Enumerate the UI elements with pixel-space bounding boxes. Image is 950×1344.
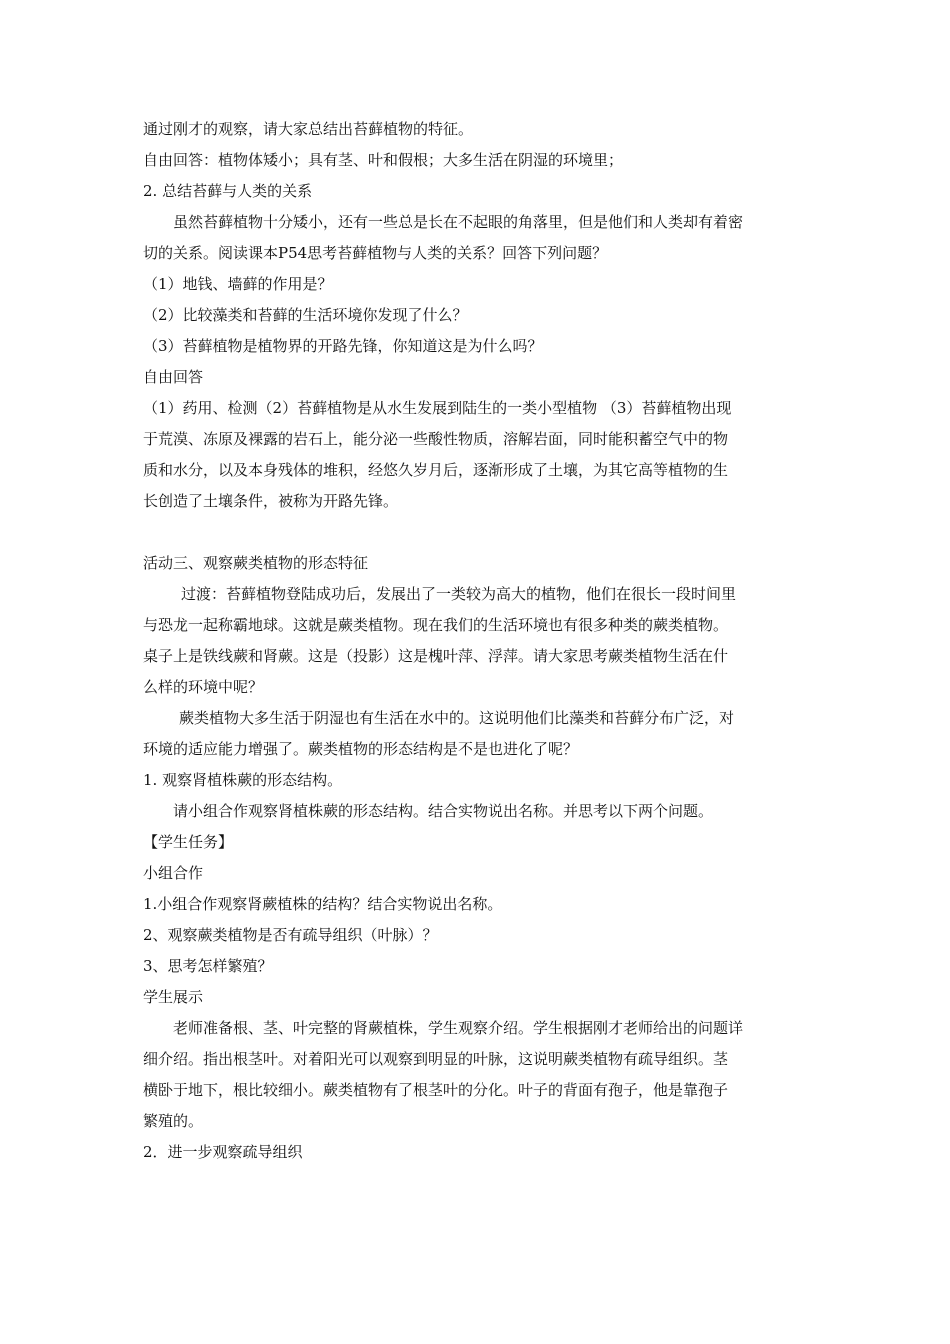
question-item: （2）比较藻类和苔藓的生活环境你发现了什么？ — [143, 306, 468, 324]
paragraph-line: 老师准备根、茎、叶完整的肾蕨植株，学生观察介绍。学生根据刚才老师给出的问题详 — [173, 1019, 744, 1037]
paragraph-line: 蕨类植物大多生活于阴湿也有生活在水中的。这说明他们比藻类和苔藓分布广泛，对 — [179, 709, 735, 727]
paragraph-line: 过渡：苔藓植物登陆成功后，发展出了一类较为高大的植物，他们在很长一段时间里 — [181, 585, 737, 603]
paragraph-line: 质和水分，以及本身残体的堆积，经悠久岁月后，逐渐形成了土壤，为其它高等植物的生 — [143, 461, 729, 479]
activity-heading: 活动三、观察蕨类植物的形态特征 — [143, 554, 369, 572]
paragraph-line: 于荒漠、冻原及裸露的岩石上，能分泌一些酸性物质，溶解岩面，同时能积蓄空气中的物 — [143, 430, 729, 448]
paragraph-line: 与恐龙一起称霸地球。这就是蕨类植物。现在我们的生活环境也有很多种类的蕨类植物。 — [143, 616, 729, 634]
paragraph-line: 自由回答：植物体矮小；具有茎、叶和假根；大多生活在阴湿的环境里； — [143, 151, 624, 169]
paragraph-line: 小组合作 — [143, 864, 204, 882]
task-item: 3、思考怎样繁殖？ — [143, 957, 273, 975]
question-item: （1）地钱、墙藓的作用是？ — [143, 275, 333, 293]
paragraph-line: 桌子上是铁线蕨和肾蕨。这是（投影）这是槐叶萍、浮萍。请大家思考蕨类植物生活在什 — [143, 647, 729, 665]
paragraph-line: 虽然苔藓植物十分矮小，还有一些总是长在不起眼的角落里，但是他们和人类却有着密 — [173, 213, 744, 231]
question-item: （3）苔藓植物是植物界的开路先锋，你知道这是为什么吗？ — [143, 337, 543, 355]
task-item: 2、观察蕨类植物是否有疏导组织（叶脉）？ — [143, 926, 438, 944]
task-heading: 【学生任务】 — [143, 833, 234, 851]
section-heading: 2. 总结苔藓与人类的关系 — [143, 182, 313, 200]
document-body — [143, 114, 811, 1168]
paragraph-line: 细介绍。指出根茎叶。对着阳光可以观察到明显的叶脉，这说明蕨类植物有疏导组织。茎 — [143, 1050, 729, 1068]
section-heading: 2．进一步观察疏导组织 — [143, 1143, 303, 1161]
paragraph-line: （1）药用、检测（2）苔藓植物是从水生发展到陆生的一类小型植物 （3）苔藓植物出现 — [143, 399, 732, 417]
paragraph-line: 请小组合作观察肾植株蕨的形态结构。结合实物说出名称。并思考以下两个问题。 — [173, 802, 714, 820]
task-item: 1.小组合作观察肾蕨植株的结构？结合实物说出名称。 — [143, 895, 503, 913]
paragraph-line: 通过刚才的观察，请大家总结出苔藓植物的特征。 — [143, 120, 474, 138]
paragraph-line: 长创造了土壤条件，被称为开路先锋。 — [143, 492, 399, 510]
paragraph-line: 环境的适应能力增强了。蕨类植物的形态结构是不是也进化了呢？ — [143, 740, 579, 758]
paragraph-line: 学生展示 — [143, 988, 204, 1006]
section-heading: 1. 观察肾植株蕨的形态结构。 — [143, 771, 343, 789]
paragraph-line: 横卧于地下，根比较细小。蕨类植物有了根茎叶的分化。叶子的背面有孢子，他是靠孢子 — [143, 1081, 729, 1099]
paragraph-line: 自由回答 — [143, 368, 204, 386]
paragraph-line: 么样的环境中呢？ — [143, 678, 264, 696]
paragraph-line: 繁殖的。 — [143, 1112, 204, 1130]
blank-line — [143, 517, 811, 548]
paragraph-line: 切的关系。阅读课本P54思考苔藓植物与人类的关系？回答下列问题？ — [143, 244, 608, 262]
